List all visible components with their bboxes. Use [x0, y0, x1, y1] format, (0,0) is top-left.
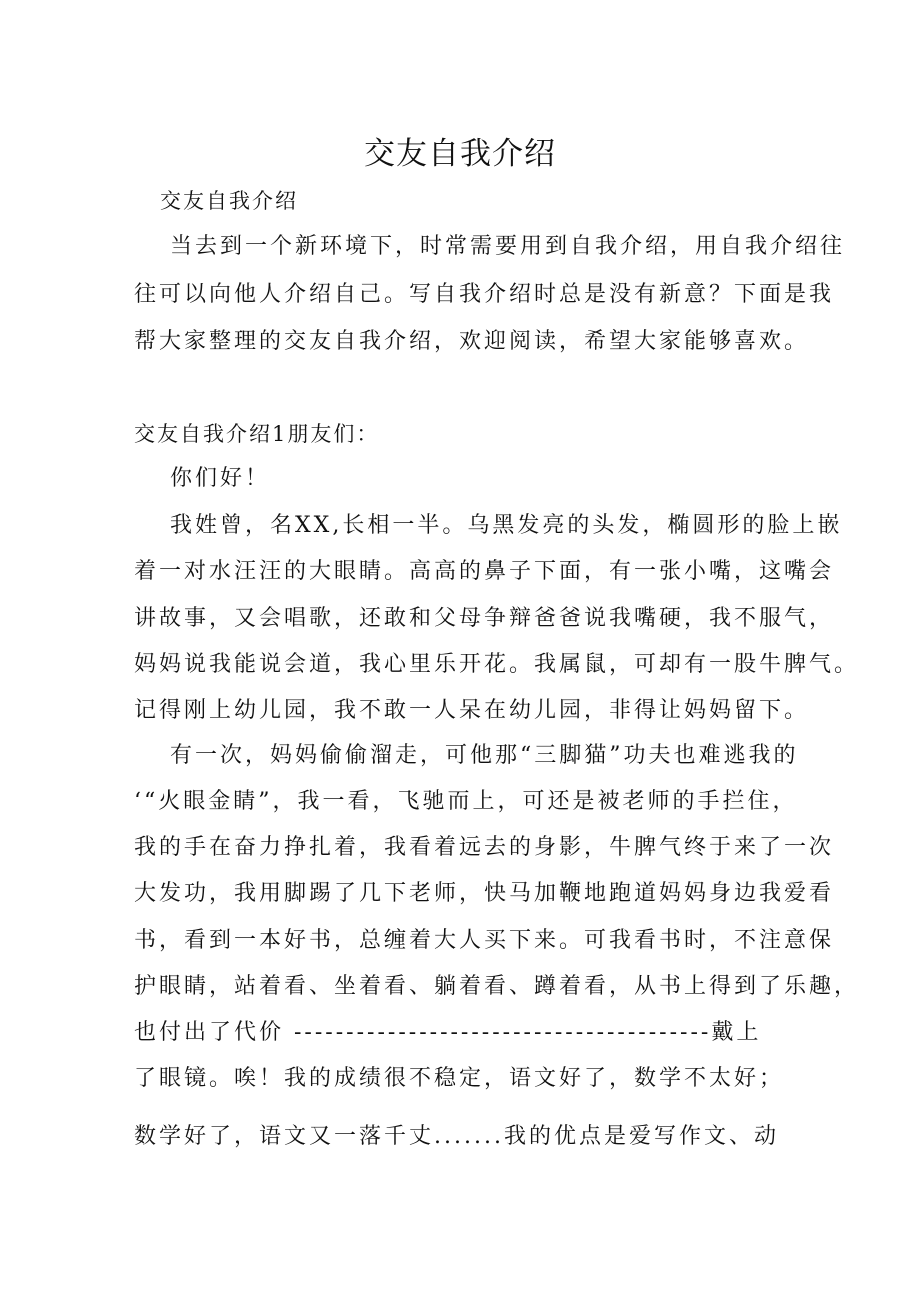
paragraph-line: 妈妈说我能说会道，我心里乐开花。我属鼠，可却有一股牛脾气。 — [134, 652, 860, 677]
paragraph-line: 我姓曾，名XX,长相一半。乌黑发亮的头发，椭圆形的脸上嵌 — [170, 513, 843, 538]
intro-line: 当去到一个新环境下，时常需要用到自我介绍，用自我介绍往 — [170, 234, 846, 259]
paragraph-line: 大发功，我用脚踢了几下老师，快马加鞭地跑道妈妈身边我爱看 — [134, 881, 835, 906]
paragraph-line: 有一次，妈妈偷偷溜走，可他那“三脚猫”功夫也难逃我的 — [170, 743, 799, 768]
paragraph-line: 数学好了，语文又一落千丈.......我的优点是爱写作文、动 — [134, 1124, 779, 1149]
paragraph-line: 护眼睛，站着看、坐着看、躺着看、蹲着看，从书上得到了乐趣， — [134, 974, 860, 999]
document-title: 交友自我介绍 — [364, 136, 556, 172]
paragraph-line: 我的手在奋力挣扎着，我看着远去的身影，牛脾气终于来了一次 — [134, 835, 835, 860]
intro-line: 往可以向他人介绍自己。写自我介绍时总是没有新意？下面是我 — [134, 282, 835, 307]
greeting-line: 你们好！ — [170, 466, 271, 491]
section-heading: 交友自我介绍1朋友们： — [134, 422, 380, 446]
paragraph-line: ‘“火眼金睛”，我一看，飞驰而上，可还是被老师的手拦住， — [134, 789, 798, 814]
paragraph-line: 记得刚上幼儿园，我不敢一人呆在幼儿园，非得让妈妈留下。 — [134, 698, 810, 723]
paragraph-line: 书，看到一本好书，总缠着大人买下来。可我看书时，不注意保 — [134, 928, 835, 953]
paragraph-line: 着一对水汪汪的大眼睛。高高的鼻子下面，有一张小嘴，这嘴会 — [134, 559, 835, 584]
paragraph-line: 讲故事，又会唱歌，还敢和父母争辩爸爸说我嘴硬，我不服气， — [134, 606, 835, 631]
paragraph-line: 也付出了代价 ----------------------------------------戴上 — [134, 1020, 762, 1045]
intro-line: 帮大家整理的交友自我介绍，欢迎阅读，希望大家能够喜欢。 — [134, 329, 810, 354]
document-subtitle: 交友自我介绍 — [160, 189, 298, 213]
paragraph-line: 了眼镜。唉！我的成绩很不稳定，语文好了，数学不太好； — [134, 1066, 785, 1091]
